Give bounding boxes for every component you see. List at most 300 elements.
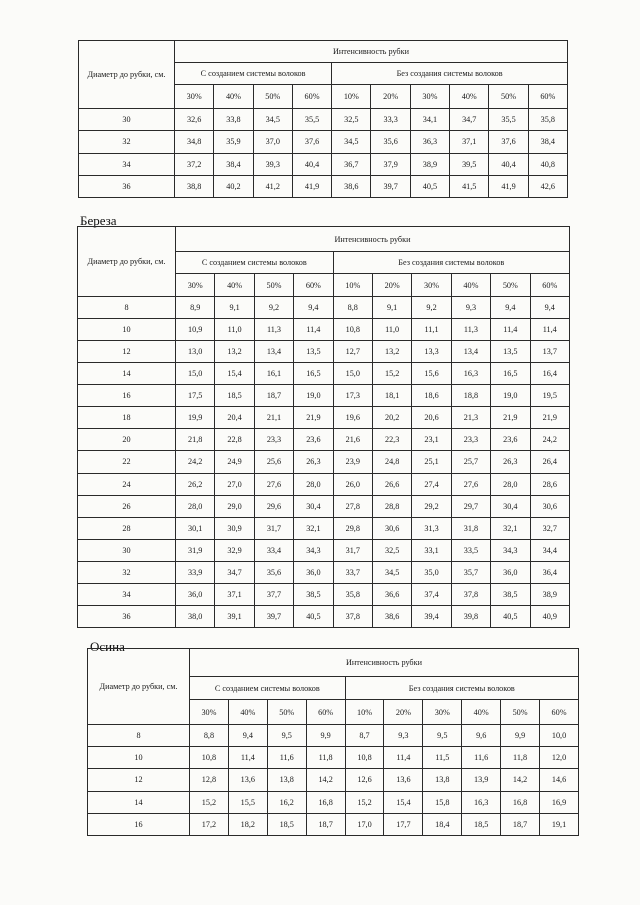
value-cell: 36,4 — [530, 561, 569, 583]
table-row — [78, 605, 570, 627]
value-cell: 34,7 — [215, 561, 254, 583]
value-cell: 37,1 — [215, 583, 254, 605]
value-cell: 29,7 — [451, 495, 490, 517]
value-cell: 23,6 — [294, 429, 333, 451]
value-cell: 40,2 — [214, 175, 253, 197]
diameter-cell: 12 — [88, 769, 190, 791]
value-cell: 9,6 — [462, 725, 501, 747]
value-cell: 10,8 — [345, 747, 384, 769]
column-header-percent: 60% — [306, 700, 345, 725]
column-header-percent: 30% — [175, 85, 214, 109]
data-table — [87, 648, 579, 836]
value-cell: 37,8 — [451, 583, 490, 605]
value-cell: 15,4 — [215, 363, 254, 385]
value-cell: 15,2 — [345, 791, 384, 813]
value-cell: 11,8 — [306, 747, 345, 769]
group-header-without-skid-trails: Без создания системы волоков — [332, 63, 568, 85]
value-cell: 33,9 — [176, 561, 215, 583]
column-header-percent: 20% — [372, 274, 411, 297]
value-cell: 37,7 — [254, 583, 293, 605]
column-header-percent: 30% — [412, 274, 451, 297]
data-table — [78, 40, 568, 198]
value-cell: 14,2 — [501, 769, 540, 791]
value-cell: 9,3 — [384, 725, 423, 747]
diameter-cell: 34 — [78, 583, 176, 605]
value-cell: 39,5 — [450, 153, 489, 175]
table-row — [78, 363, 570, 385]
value-cell: 9,1 — [215, 297, 254, 319]
value-cell: 15,2 — [190, 791, 229, 813]
value-cell: 27,6 — [254, 473, 293, 495]
value-cell: 29,0 — [215, 495, 254, 517]
diameter-cell: 14 — [88, 791, 190, 813]
value-cell: 39,4 — [412, 605, 451, 627]
diameter-cell: 10 — [78, 319, 176, 341]
table-row — [79, 109, 568, 131]
value-cell: 35,6 — [254, 561, 293, 583]
table-row — [88, 813, 579, 835]
value-cell: 13,5 — [491, 341, 530, 363]
table-row — [78, 583, 570, 605]
table-row — [78, 517, 570, 539]
value-cell: 30,4 — [491, 495, 530, 517]
value-cell: 21,9 — [491, 407, 530, 429]
value-cell: 21,8 — [176, 429, 215, 451]
value-cell: 10,8 — [333, 319, 372, 341]
value-cell: 38,4 — [214, 153, 253, 175]
diameter-cell: 34 — [79, 153, 175, 175]
value-cell: 38,5 — [491, 583, 530, 605]
value-cell: 34,1 — [410, 109, 449, 131]
value-cell: 38,9 — [530, 583, 569, 605]
value-cell: 36,0 — [176, 583, 215, 605]
value-cell: 41,5 — [450, 175, 489, 197]
value-cell: 32,6 — [175, 109, 214, 131]
value-cell: 9,5 — [267, 725, 306, 747]
value-cell: 19,0 — [294, 385, 333, 407]
group-header-without-skid-trails: Без создания системы волоков — [345, 677, 578, 700]
value-cell: 35,7 — [451, 561, 490, 583]
value-cell: 41,9 — [292, 175, 331, 197]
value-cell: 35,8 — [333, 583, 372, 605]
column-header-percent: 40% — [451, 274, 490, 297]
value-cell: 9,2 — [254, 297, 293, 319]
value-cell: 21,9 — [530, 407, 569, 429]
value-cell: 24,9 — [215, 451, 254, 473]
value-cell: 31,7 — [254, 517, 293, 539]
value-cell: 15,4 — [384, 791, 423, 813]
value-cell: 34,7 — [450, 109, 489, 131]
table-row — [78, 341, 570, 363]
value-cell: 37,6 — [292, 131, 331, 153]
value-cell: 24,8 — [372, 451, 411, 473]
value-cell: 19,0 — [491, 385, 530, 407]
value-cell: 37,0 — [253, 131, 292, 153]
value-cell: 11,0 — [215, 319, 254, 341]
value-cell: 16,1 — [254, 363, 293, 385]
value-cell: 36,0 — [491, 561, 530, 583]
value-cell: 28,6 — [530, 473, 569, 495]
value-cell: 16,3 — [462, 791, 501, 813]
value-cell: 40,5 — [491, 605, 530, 627]
value-cell: 16,4 — [530, 363, 569, 385]
value-cell: 33,5 — [451, 539, 490, 561]
value-cell: 33,3 — [371, 109, 410, 131]
value-cell: 23,3 — [254, 429, 293, 451]
value-cell: 16,9 — [540, 791, 579, 813]
value-cell: 30,6 — [372, 517, 411, 539]
value-cell: 22,8 — [215, 429, 254, 451]
section-title-osina: Осина — [90, 639, 125, 654]
value-cell: 10,9 — [176, 319, 215, 341]
table-row — [88, 747, 579, 769]
value-cell: 13,6 — [384, 769, 423, 791]
value-cell: 40,4 — [489, 153, 528, 175]
diameter-cell: 14 — [78, 363, 176, 385]
group-header-with-skid-trails: С созданием системы волоков — [190, 677, 346, 700]
value-cell: 42,6 — [528, 175, 567, 197]
value-cell: 16,8 — [306, 791, 345, 813]
value-cell: 32,5 — [332, 109, 371, 131]
value-cell: 28,0 — [491, 473, 530, 495]
value-cell: 15,2 — [372, 363, 411, 385]
value-cell: 25,6 — [254, 451, 293, 473]
value-cell: 11,0 — [372, 319, 411, 341]
value-cell: 18,1 — [372, 385, 411, 407]
column-header-percent: 50% — [489, 85, 528, 109]
value-cell: 41,2 — [253, 175, 292, 197]
value-cell: 30,1 — [176, 517, 215, 539]
value-cell: 13,9 — [462, 769, 501, 791]
value-cell: 24,2 — [176, 451, 215, 473]
value-cell: 11,4 — [530, 319, 569, 341]
column-header-percent: 40% — [228, 700, 267, 725]
value-cell: 15,6 — [412, 363, 451, 385]
diameter-cell: 18 — [78, 407, 176, 429]
value-cell: 33,7 — [333, 561, 372, 583]
value-cell: 27,8 — [333, 495, 372, 517]
value-cell: 11,4 — [228, 747, 267, 769]
value-cell: 19,1 — [540, 813, 579, 835]
value-cell: 18,6 — [412, 385, 451, 407]
column-header-percent: 60% — [530, 274, 569, 297]
table-row — [88, 769, 579, 791]
value-cell: 9,5 — [423, 725, 462, 747]
value-cell: 9,4 — [530, 297, 569, 319]
value-cell: 12,6 — [345, 769, 384, 791]
value-cell: 37,8 — [333, 605, 372, 627]
column-header-percent: 30% — [410, 85, 449, 109]
intensity-header: Интенсивность рубки — [176, 227, 570, 252]
diameter-cell: 26 — [78, 495, 176, 517]
value-cell: 12,0 — [540, 747, 579, 769]
value-cell: 32,1 — [491, 517, 530, 539]
value-cell: 35,0 — [412, 561, 451, 583]
value-cell: 29,2 — [412, 495, 451, 517]
value-cell: 17,7 — [384, 813, 423, 835]
diameter-cell: 32 — [79, 131, 175, 153]
value-cell: 38,5 — [294, 583, 333, 605]
value-cell: 26,3 — [294, 451, 333, 473]
data-table — [77, 226, 570, 628]
growth-table-bereza — [77, 226, 570, 628]
value-cell: 36,7 — [332, 153, 371, 175]
value-cell: 18,5 — [215, 385, 254, 407]
column-header-percent: 40% — [462, 700, 501, 725]
intensity-header: Интенсивность рубки — [175, 41, 568, 63]
value-cell: 9,1 — [372, 297, 411, 319]
value-cell: 26,4 — [530, 451, 569, 473]
value-cell: 11,5 — [423, 747, 462, 769]
value-cell: 13,3 — [412, 341, 451, 363]
diameter-cell: 10 — [88, 747, 190, 769]
value-cell: 17,0 — [345, 813, 384, 835]
value-cell: 12,7 — [333, 341, 372, 363]
value-cell: 27,6 — [451, 473, 490, 495]
value-cell: 11,4 — [294, 319, 333, 341]
group-header-without-skid-trails: Без создания системы волоков — [333, 252, 569, 274]
value-cell: 11,3 — [254, 319, 293, 341]
value-cell: 32,9 — [215, 539, 254, 561]
value-cell: 15,0 — [333, 363, 372, 385]
column-header-percent: 50% — [491, 274, 530, 297]
diameter-cell: 20 — [78, 429, 176, 451]
value-cell: 13,2 — [215, 341, 254, 363]
value-cell: 20,6 — [412, 407, 451, 429]
table-row — [78, 407, 570, 429]
value-cell: 31,3 — [412, 517, 451, 539]
table-row — [79, 131, 568, 153]
value-cell: 39,3 — [253, 153, 292, 175]
value-cell: 38,9 — [410, 153, 449, 175]
value-cell: 27,0 — [215, 473, 254, 495]
value-cell: 10,0 — [540, 725, 579, 747]
value-cell: 18,4 — [423, 813, 462, 835]
value-cell: 40,4 — [292, 153, 331, 175]
value-cell: 11,4 — [384, 747, 423, 769]
value-cell: 29,8 — [333, 517, 372, 539]
value-cell: 21,6 — [333, 429, 372, 451]
value-cell: 40,9 — [530, 605, 569, 627]
value-cell: 20,2 — [372, 407, 411, 429]
column-header-percent: 40% — [215, 274, 254, 297]
diameter-cell: 8 — [78, 297, 176, 319]
diameter-cell: 30 — [79, 109, 175, 131]
value-cell: 9,2 — [412, 297, 451, 319]
value-cell: 39,8 — [451, 605, 490, 627]
value-cell: 36,6 — [372, 583, 411, 605]
value-cell: 37,9 — [371, 153, 410, 175]
table-row — [78, 495, 570, 517]
diameter-cell: 16 — [88, 813, 190, 835]
value-cell: 35,5 — [292, 109, 331, 131]
value-cell: 32,7 — [530, 517, 569, 539]
value-cell: 31,9 — [176, 539, 215, 561]
value-cell: 18,2 — [228, 813, 267, 835]
value-cell: 34,4 — [530, 539, 569, 561]
table-row — [88, 791, 579, 813]
diameter-cell: 24 — [78, 473, 176, 495]
growth-table-1 — [78, 40, 568, 198]
value-cell: 13,8 — [267, 769, 306, 791]
value-cell: 9,4 — [228, 725, 267, 747]
value-cell: 35,5 — [489, 109, 528, 131]
value-cell: 41,9 — [489, 175, 528, 197]
value-cell: 16,5 — [294, 363, 333, 385]
value-cell: 18,5 — [267, 813, 306, 835]
value-cell: 34,5 — [253, 109, 292, 131]
column-header-percent: 20% — [371, 85, 410, 109]
group-header-with-skid-trails: С созданием системы волоков — [176, 252, 334, 274]
value-cell: 18,7 — [254, 385, 293, 407]
value-cell: 25,7 — [451, 451, 490, 473]
value-cell: 13,4 — [451, 341, 490, 363]
value-cell: 15,8 — [423, 791, 462, 813]
value-cell: 10,8 — [190, 747, 229, 769]
diameter-cell: 16 — [78, 385, 176, 407]
table-row — [78, 451, 570, 473]
value-cell: 13,2 — [372, 341, 411, 363]
value-cell: 11,3 — [451, 319, 490, 341]
value-cell: 20,4 — [215, 407, 254, 429]
value-cell: 13,6 — [228, 769, 267, 791]
value-cell: 18,5 — [462, 813, 501, 835]
value-cell: 31,7 — [333, 539, 372, 561]
value-cell: 31,8 — [451, 517, 490, 539]
column-header-percent: 10% — [345, 700, 384, 725]
value-cell: 30,6 — [530, 495, 569, 517]
value-cell: 34,8 — [175, 131, 214, 153]
table-row — [88, 725, 579, 747]
value-cell: 13,7 — [530, 341, 569, 363]
group-header-with-skid-trails: С созданием системы волоков — [175, 63, 332, 85]
value-cell: 36,0 — [294, 561, 333, 583]
column-header-percent: 50% — [254, 274, 293, 297]
value-cell: 26,0 — [333, 473, 372, 495]
column-header-percent: 60% — [540, 700, 579, 725]
growth-table-osina — [87, 648, 579, 836]
column-header-percent: 20% — [384, 700, 423, 725]
value-cell: 16,2 — [267, 791, 306, 813]
value-cell: 26,6 — [372, 473, 411, 495]
value-cell: 28,0 — [176, 495, 215, 517]
value-cell: 16,8 — [501, 791, 540, 813]
value-cell: 13,5 — [294, 341, 333, 363]
column-header-percent: 60% — [528, 85, 567, 109]
value-cell: 32,5 — [372, 539, 411, 561]
value-cell: 35,6 — [371, 131, 410, 153]
diameter-cell: 22 — [78, 451, 176, 473]
intensity-header: Интенсивность рубки — [190, 649, 579, 677]
value-cell: 29,6 — [254, 495, 293, 517]
value-cell: 30,9 — [215, 517, 254, 539]
value-cell: 28,8 — [372, 495, 411, 517]
table-row — [79, 175, 568, 197]
value-cell: 8,9 — [176, 297, 215, 319]
value-cell: 11,6 — [267, 747, 306, 769]
column-header-percent: 40% — [214, 85, 253, 109]
value-cell: 37,1 — [450, 131, 489, 153]
value-cell: 34,5 — [372, 561, 411, 583]
value-cell: 19,5 — [530, 385, 569, 407]
value-cell: 11,4 — [491, 319, 530, 341]
value-cell: 34,3 — [491, 539, 530, 561]
value-cell: 9,3 — [451, 297, 490, 319]
diameter-header: Диаметр до рубки, см. — [79, 41, 175, 109]
value-cell: 11,6 — [462, 747, 501, 769]
value-cell: 39,7 — [371, 175, 410, 197]
value-cell: 13,0 — [176, 341, 215, 363]
table-row — [78, 385, 570, 407]
value-cell: 38,4 — [528, 131, 567, 153]
value-cell: 26,2 — [176, 473, 215, 495]
table-row — [79, 153, 568, 175]
value-cell: 21,1 — [254, 407, 293, 429]
value-cell: 27,4 — [412, 473, 451, 495]
value-cell: 40,8 — [528, 153, 567, 175]
column-header-percent: 40% — [450, 85, 489, 109]
table-row — [78, 319, 570, 341]
value-cell: 15,5 — [228, 791, 267, 813]
value-cell: 30,4 — [294, 495, 333, 517]
value-cell: 34,3 — [294, 539, 333, 561]
value-cell: 38,6 — [332, 175, 371, 197]
value-cell: 23,9 — [333, 451, 372, 473]
value-cell: 39,1 — [215, 605, 254, 627]
value-cell: 21,9 — [294, 407, 333, 429]
value-cell: 23,6 — [491, 429, 530, 451]
column-header-percent: 30% — [176, 274, 215, 297]
value-cell: 13,8 — [423, 769, 462, 791]
value-cell: 33,4 — [254, 539, 293, 561]
table-row — [78, 297, 570, 319]
column-header-percent: 10% — [332, 85, 371, 109]
value-cell: 11,8 — [501, 747, 540, 769]
value-cell: 40,5 — [294, 605, 333, 627]
value-cell: 23,3 — [451, 429, 490, 451]
value-cell: 24,2 — [530, 429, 569, 451]
value-cell: 9,9 — [306, 725, 345, 747]
value-cell: 23,1 — [412, 429, 451, 451]
value-cell: 14,6 — [540, 769, 579, 791]
value-cell: 25,1 — [412, 451, 451, 473]
diameter-cell: 36 — [78, 605, 176, 627]
table-row — [78, 473, 570, 495]
value-cell: 38,0 — [176, 605, 215, 627]
diameter-cell: 30 — [78, 539, 176, 561]
value-cell: 37,6 — [489, 131, 528, 153]
diameter-cell: 36 — [79, 175, 175, 197]
value-cell: 9,4 — [294, 297, 333, 319]
table-row — [78, 561, 570, 583]
column-header-percent: 30% — [423, 700, 462, 725]
diameter-cell: 12 — [78, 341, 176, 363]
value-cell: 11,1 — [412, 319, 451, 341]
value-cell: 37,4 — [412, 583, 451, 605]
table-row — [78, 429, 570, 451]
value-cell: 35,9 — [214, 131, 253, 153]
value-cell: 17,3 — [333, 385, 372, 407]
value-cell: 18,8 — [451, 385, 490, 407]
diameter-cell: 32 — [78, 561, 176, 583]
table-row — [78, 539, 570, 561]
value-cell: 33,1 — [412, 539, 451, 561]
column-header-percent: 50% — [267, 700, 306, 725]
value-cell: 37,2 — [175, 153, 214, 175]
value-cell: 14,2 — [306, 769, 345, 791]
diameter-cell: 8 — [88, 725, 190, 747]
column-header-percent: 30% — [190, 700, 229, 725]
